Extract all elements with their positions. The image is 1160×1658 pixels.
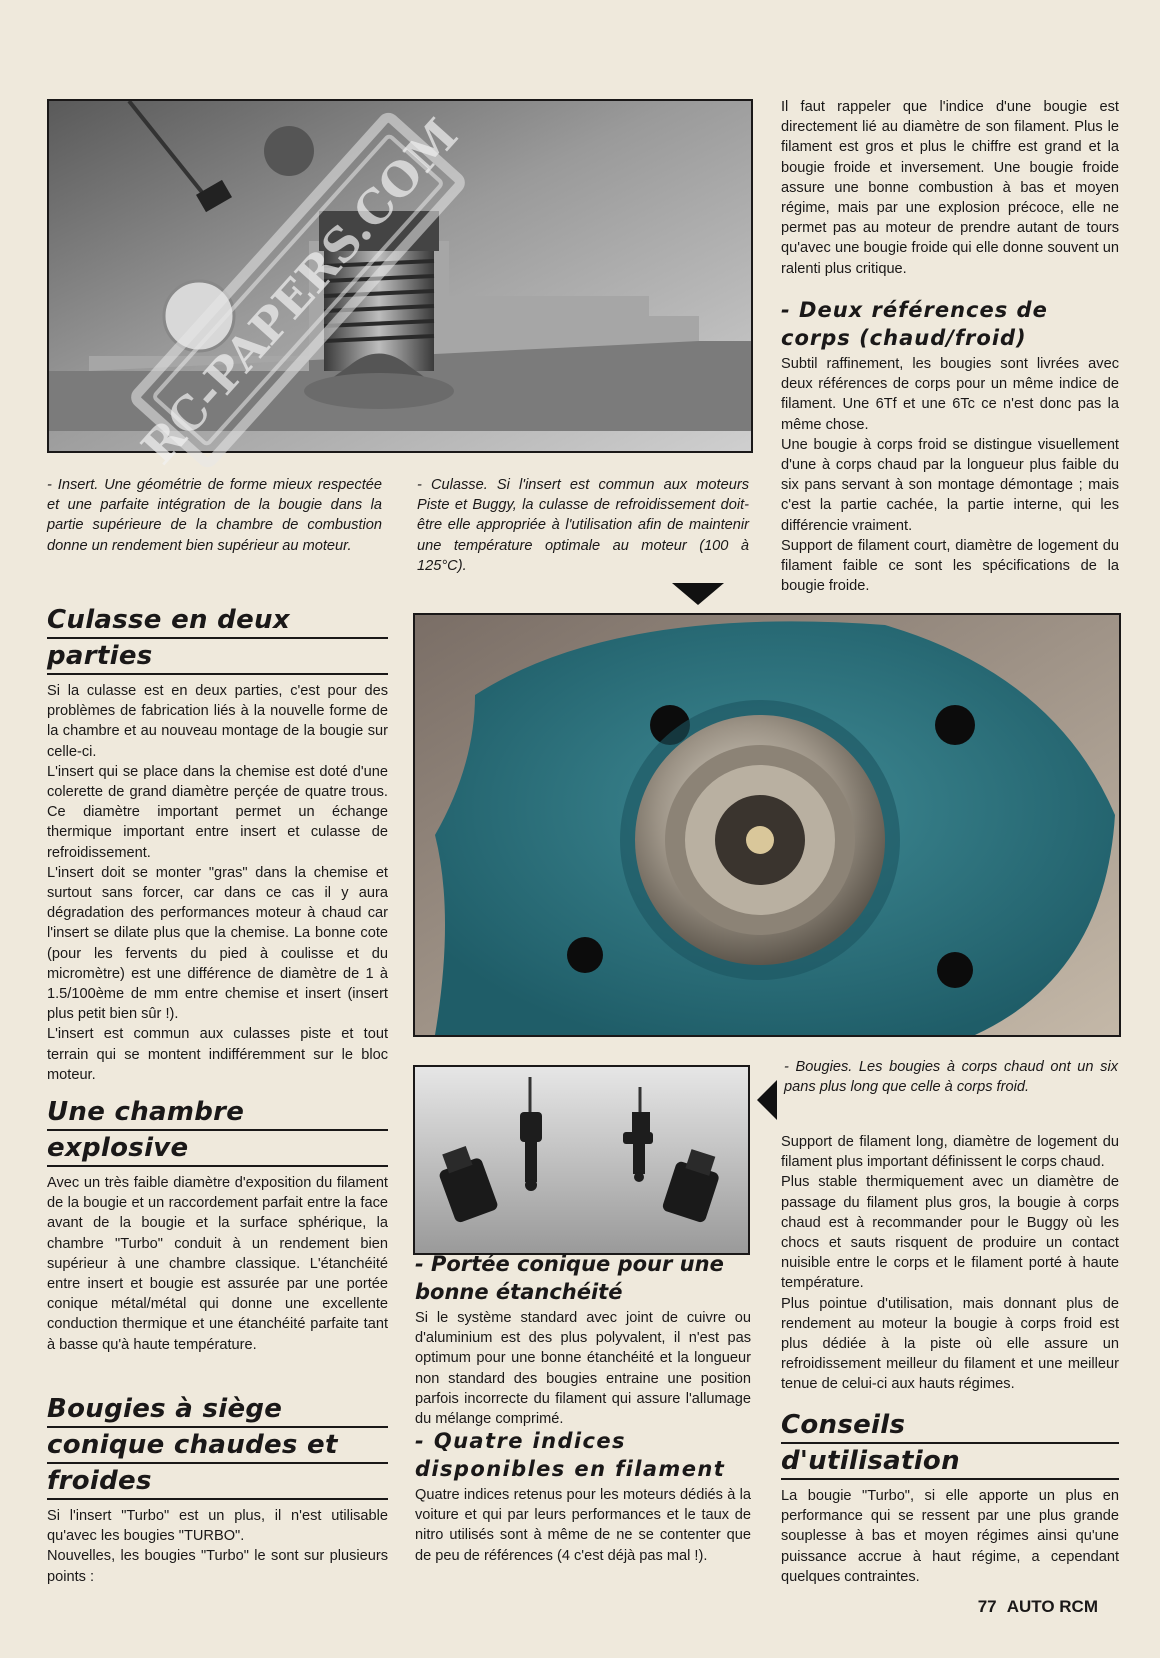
references-body: Subtil raffinement, les bougies sont livrées avec deux références de corps pour un même indice de filament. Une 6Tf et une 6Tc ce n'est donc pas la même chose. Une bougie à corps froid se distingue visuellement d'une à corps chaud par la longueur plus faible du six pans servant à son montage démontage ; mais c'est la partie cachée, la partie interne, qui les différencie vraiment. Support de filament court, diamètre de logement du filament faible ce sont les spécifications de la bougie froide. (781, 356, 1119, 595)
arrow-left-icon (757, 1080, 777, 1120)
col2-section-portee (415, 1250, 751, 1429)
bougies-photo (413, 1065, 750, 1255)
col1-section-culasse (47, 603, 388, 1085)
col1-section-chambre (47, 1095, 388, 1355)
culasse-photo (413, 613, 1121, 1037)
heading-chambre: Une chambre explosive (47, 1095, 388, 1167)
magazine-name: AUTO RCM (1006, 1597, 1098, 1616)
indices-body: Quatre indices retenus pour les moteurs dédiés à la voiture et qui par leurs performances et le taux de nitro utilisés sont à même de ne se contenter que de peu de références (4 c'est déjà pas mal !). (415, 1487, 751, 1564)
heading-conseils: Conseils d'utilisation (781, 1408, 1119, 1480)
chambre-body: Avec un très faible diamètre d'exposition du filament de la bougie et un raccordement parfait entre la face avant de la bougie et la surface sphérique, la chambre "Turbo" conduit à un rendement bien supérieur à une chambre classique. L'étanchéité entre insert et bougie est assurée par une portée conique métal/métal qui donne une excellente conduction thermique et une étanchéité parfaite tant à basse qu'à haute température. (47, 1175, 388, 1353)
col3-section-conseils (781, 1408, 1119, 1587)
heading-portee: - Portée conique pour une bonne étanchéité (415, 1252, 724, 1304)
culasse-photo-image (415, 615, 1119, 1035)
page-footer (978, 1597, 1098, 1617)
portee-body: Si le système standard avec joint de cuivre ou d'aluminium est des plus polyvalent, il n'est pas optimum pour une bonne étanchéité et la longueur non standard des bougies entraine une position parfois incorrecte du filament qui assure l'allumage du mélange comprimé. (415, 1310, 751, 1428)
col1-section-bougies (47, 1392, 388, 1587)
bougies-photo-image (415, 1067, 748, 1253)
col3-intro: Il faut rappeler que l'indice d'une bougie est directement lié au diamètre de son filament. Plus le filament est gros et plus le chiffre est grand et la bougie froide et inversement. Une bougie froide assure une bonne combustion à bas et moyen régime, mais par une explosion précoce, elle ne permet pas au moteur de prendre autant de tours qu'avec une bougie froide qui elle donne souvent un ralenti plus critique. (781, 99, 1119, 277)
culasse-body: Si la culasse est en deux parties, c'est pour des problèmes de fabrication liés à la nouvelle forme de la chambre et au nouveau montage de la bougie sur celle-ci. L'insert qui se place dans la chemise est doté d'une colerette de grand diamètre perçée de quatre trous. Ce diamètre important permet un échange thermique important entre insert et culasse de refroidissement. L'insert doit se monter "gras" dans la chemise et surtout sans forcer, car dans ce cas il y aura dégradation des performances moteur à chaud car l'insert se dilate plus que la chemise. La bonne cote (pour les fervents du pied à coulisse et du micromètre) est une différence de diamètre de 1 à 1.5/100ème de mm entre chemise et insert (insert plus petit bien sûr !). L'insert est commun aux culasses piste et tout terrain qui se montent indifféremment sur le bloc moteur. (47, 683, 388, 1083)
watermark-text: RC-PAPERS.COM (130, 108, 469, 475)
insert-caption: - Insert. Une géométrie de forme mieux respectée et une parfaite intégration de la bougie dans la partie supérieure de la chambre de combustion donne un rendement bien supérieur au moteur. (47, 477, 382, 554)
col3-section-references (781, 296, 1119, 596)
bougies-siege-body: Si l'insert "Turbo" est un plus, il n'est utilisable qu'avec les bougies "TURBO". Nouvelles, les bougies "Turbo" le sont sur plusieurs points : (47, 1508, 388, 1585)
conseils-body: La bougie "Turbo", si elle apporte un plus en performance qui se ressent par une plus grande souplesse à bas et moyen régimes ainsi qu'une puissance accrue à haut régime, a cependant quelques contraintes. (781, 1488, 1119, 1585)
culasse-caption: - Culasse. Si l'insert est commun aux moteurs Piste et Buggy, la culasse de refroidissement doit-être elle appropriée à l'utilisation afin de maintenir une température optimale au moteur (100 à 125°C). (417, 477, 749, 574)
bougies-caption: - Bougies. Les bougies à corps chaud ont un six pans plus long que celle à corps froid. (784, 1059, 1118, 1096)
arrow-down-icon (672, 583, 724, 605)
col3-corps-chaud: Support de filament long, diamètre de logement du filament plus important définissent le corps chaud. Plus stable thermiquement avec un diamètre de passage du filament plus gros, la bougie à corps chaud est à recommander pour le Buggy où les chocs et sauts risquent de produire un contact nuisible entre le corps et le filament porté à haute température. Plus pointue d'utilisation, mais donnant plus de rendement au moteur la bougie à corps froid est plus dédiée à la piste où elle assure un refroidissement meilleur du filament et une meilleur tenue de celui-ci aux hauts régimes. (781, 1134, 1119, 1393)
col2-section-indices (415, 1427, 751, 1566)
heading-references: - Deux références de corps (chaud/froid) (781, 298, 1048, 350)
watermark-stamp (88, 70, 508, 510)
page-number: 77 (977, 1597, 997, 1616)
heading-culasse: Culasse en deux parties (47, 603, 388, 675)
heading-bougies-siege: Bougies à siège conique chaudes et froides (47, 1392, 388, 1500)
heading-indices: - Quatre indices disponibles en filament (415, 1429, 726, 1481)
